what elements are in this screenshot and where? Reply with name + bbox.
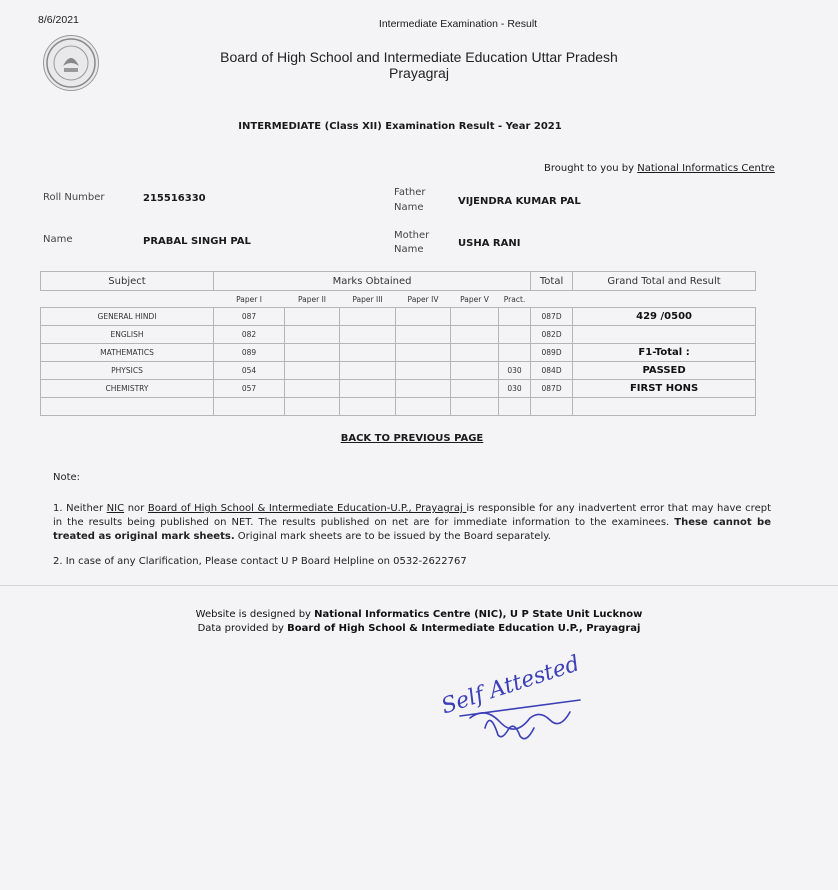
back-to-previous-page-link[interactable]: BACK TO PREVIOUS PAGE (340, 433, 484, 444)
self-attested-signature (430, 640, 600, 760)
subject-cell: MATHEMATICS (41, 344, 214, 362)
total-cell: 082D (531, 326, 573, 344)
table-row (41, 362, 756, 380)
note-1-text-d: Original mark sheets are to be issued by the Board separately. (234, 531, 551, 542)
total-cell: 087D (531, 380, 573, 398)
pract-cell (499, 308, 531, 326)
paper1-cell: 057 (214, 380, 285, 398)
subject-cell: GENERAL HINDI (41, 308, 214, 326)
board-name: Board of High School and Intermediate Education Uttar Pradesh (220, 49, 618, 65)
result-cell (573, 326, 756, 344)
paper1-cell: 089 (214, 344, 285, 362)
father-label-2: Name (394, 202, 424, 213)
student-name: PRABAL SINGH PAL (143, 236, 251, 247)
name-label: Name (43, 234, 73, 245)
header-paper-5: Paper V (460, 294, 489, 304)
note-board-link[interactable]: Board of High School & Intermediate Education-U.P., Prayagraj (147, 503, 467, 514)
footer-line-2-b: Board of High School & Intermediate Education U.P., Prayagraj (287, 623, 641, 634)
footer-line-1 (0, 609, 838, 620)
paper1-cell: 082 (214, 326, 285, 344)
pract-cell: 030 (499, 380, 531, 398)
subject-cell: CHEMISTRY (41, 380, 214, 398)
roll-number: 215516330 (143, 193, 206, 204)
footer-line-2 (0, 623, 838, 634)
board-city: Prayagraj (389, 65, 449, 81)
table-row (41, 326, 756, 344)
paper1-cell: 054 (214, 362, 285, 380)
mother-name: USHA RANI (458, 238, 521, 249)
table-row (41, 380, 756, 398)
note-1-text-c: is responsible for any inadvertent error that may have crept in the results being published on NET. The results published on net are for immediate information to the examinees. (53, 503, 771, 528)
header-paper-1: Paper I (236, 294, 262, 304)
mother-label-1: Mother (394, 230, 430, 241)
result-status: PASSED (573, 362, 756, 380)
header-pract: Pract. (503, 294, 526, 304)
brought-by (544, 163, 775, 174)
note-1-text-b: nor (124, 503, 148, 514)
header-paper-4: Paper IV (407, 294, 439, 304)
print-date: 8/6/2021 (38, 14, 79, 26)
table-row (41, 308, 756, 326)
father-label-1: Father (394, 187, 426, 198)
footer-line-2-a: Data provided by (197, 623, 288, 634)
header-paper-3: Paper III (352, 294, 383, 304)
total-cell: 084D (531, 362, 573, 380)
pract-cell: 030 (499, 362, 531, 380)
exam-title: INTERMEDIATE (Class XII) Examination Result - Year 2021 (238, 121, 562, 132)
subject-cell: PHYSICS (41, 362, 214, 380)
brought-by-prefix: Brought to you by (544, 163, 638, 174)
header-grand: Grand Total and Result (573, 272, 756, 291)
nic-link[interactable]: National Informatics Centre (637, 163, 775, 174)
footer-line-1-b: National Informatics Centre (NIC), U P State Unit Lucknow (314, 609, 643, 620)
header-total: Total (531, 272, 573, 291)
mother-label-2: Name (394, 244, 424, 255)
father-name: VIJENDRA KUMAR PAL (458, 196, 581, 207)
paper-fold-line (0, 585, 838, 586)
marks-table (40, 271, 756, 416)
self-attested-text: Self Attested (438, 651, 583, 720)
f1-total-label: F1-Total : (573, 344, 756, 362)
note-2: 2. In case of any Clarification, Please contact U P Board Helpline on 0532-2622767 (53, 556, 467, 567)
result-division: FIRST HONS (573, 380, 756, 398)
paper-header-row (41, 291, 756, 308)
note-1-text-a: 1. Neither (53, 503, 107, 514)
roll-label: Roll Number (43, 192, 105, 203)
table-row (41, 344, 756, 362)
header-paper-2: Paper II (297, 294, 327, 304)
note-nic-link[interactable]: NIC (106, 503, 125, 514)
note-1 (53, 502, 771, 544)
pract-cell (499, 326, 531, 344)
total-cell: 089D (531, 344, 573, 362)
table-header-row (41, 272, 756, 291)
note-title: Note: (53, 472, 81, 483)
header-marks: Marks Obtained (214, 272, 531, 291)
grand-total: 429 /0500 (573, 308, 756, 326)
header-subject: Subject (41, 272, 214, 291)
total-cell: 087D (531, 308, 573, 326)
table-row-empty (41, 398, 756, 416)
footer-line-1-a: Website is designed by (195, 609, 315, 620)
paper1-cell: 087 (214, 308, 285, 326)
pract-cell (499, 344, 531, 362)
note-1-bold: These cannot be treated as original mark sheets. (53, 517, 771, 542)
subject-cell: ENGLISH (41, 326, 214, 344)
print-title: Intermediate Examination - Result (378, 18, 538, 30)
